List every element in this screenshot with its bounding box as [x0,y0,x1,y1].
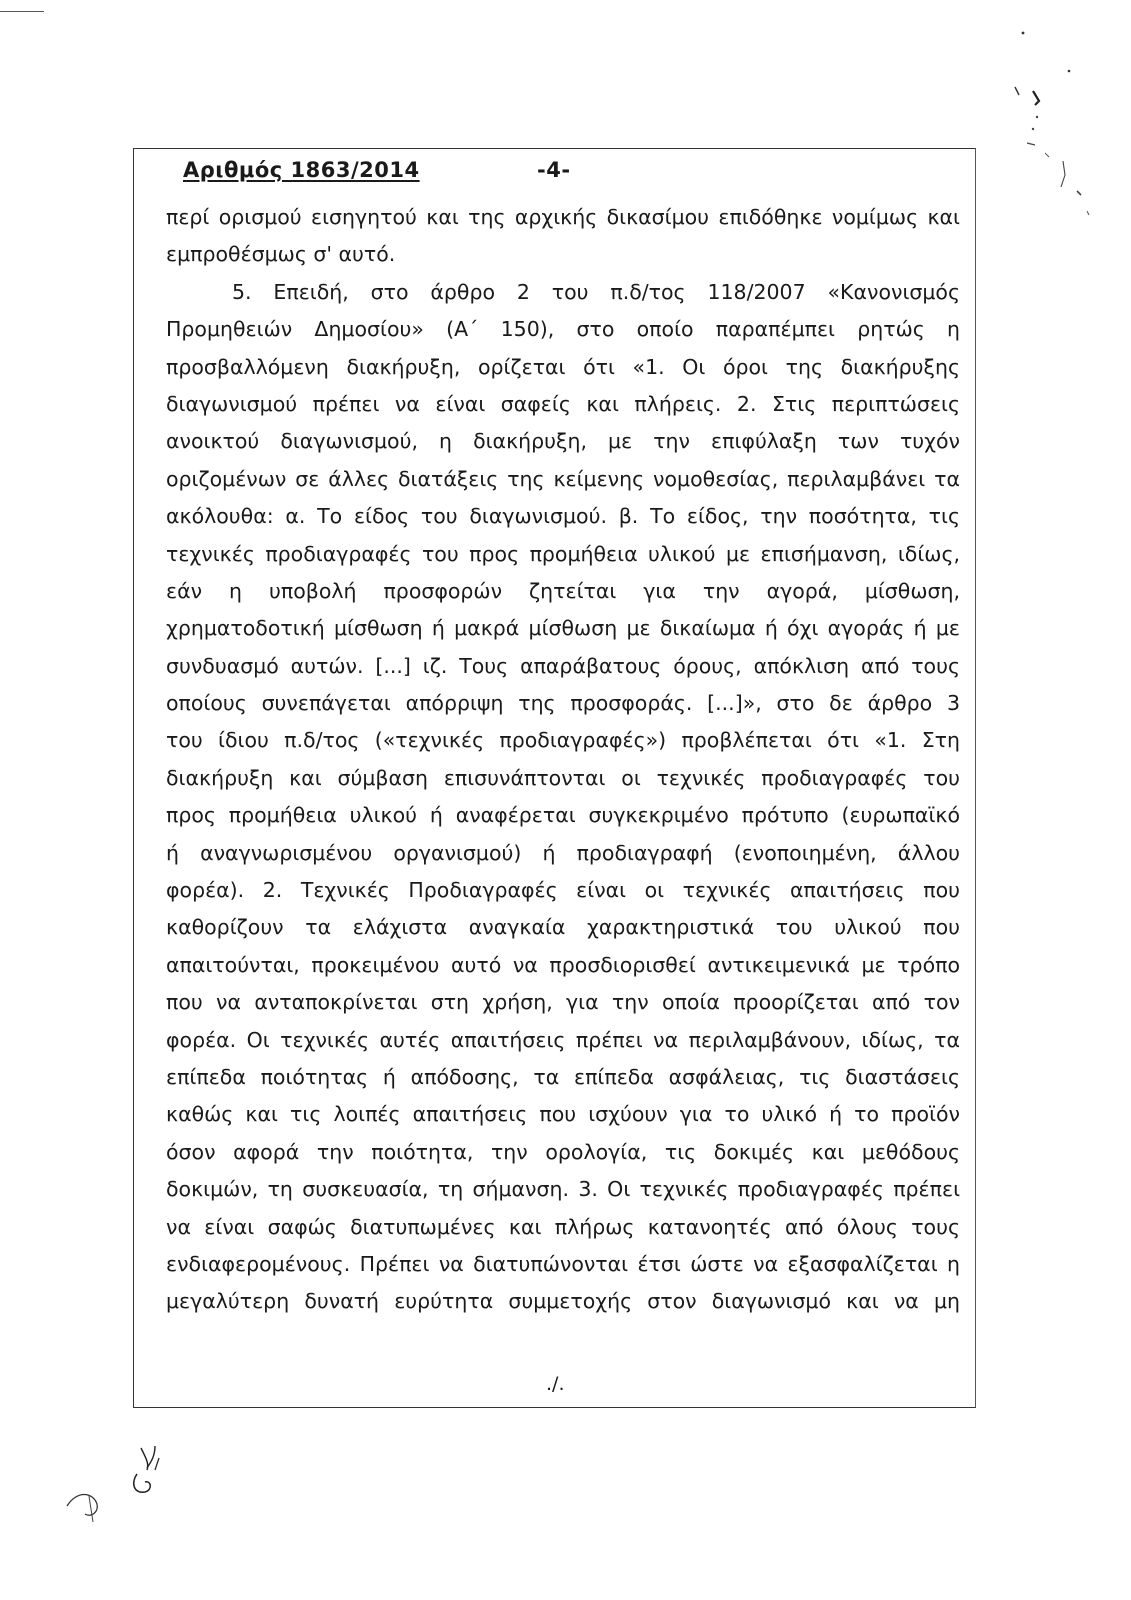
text-line: να είναι σαφώς διατυπωμένες και πλήρως κατανοητές από όλους τους [166,1214,960,1239]
corner-line [0,11,44,12]
continuation-mark: ./. [546,1373,565,1395]
body-text [166,199,960,1321]
text-line: απαιτούνται, προκειμένου αυτό να προσδιορισθεί αντικειμενικά με τρόπο [166,952,960,977]
case-number: Αριθμός 1863/2014 [183,158,420,182]
text-line: εμπροθέσμως σ' αυτό. [166,242,396,267]
text-line: όσον αφορά την ποιότητα, την ορολογία, τις δοκιμές και μεθόδους [166,1139,960,1164]
document-header [183,158,571,182]
text-line: καθορίζουν τα ελάχιστα αναγκαία χαρακτηριστικά του υλικού που [166,915,960,940]
text-line: ανοικτού διαγωνισμού, η διακήρυξη, με την επιφύλαξη των τυχόν [166,429,960,454]
page-number: -4- [537,158,571,182]
handwritten-initials [55,1430,195,1540]
text-line: προς προμήθεια υλικού ή αναφέρεται συγκεκριμένο πρότυπο (ευρωπαϊκό [166,803,960,828]
text-line: καθώς και τις λοιπές απαιτήσεις που ισχύουν για το υλικό ή το προϊόν [166,1102,960,1127]
text-line: 5. Επειδή, στο άρθρο 2 του π.δ/τος 118/2007 «Κανονισμός [232,279,960,304]
text-line: ενδιαφερομένους. Πρέπει να διατυπώνονται έτσι ώστε να εξασφαλίζεται η [166,1251,960,1276]
text-line: διακήρυξη και σύμβαση επισυνάπτονται οι τεχνικές προδιαγραφές του [166,765,960,790]
text-line: μεγαλύτερη δυνατή ευρύτητα συμμετοχής στον διαγωνισμό και να μη [166,1289,960,1314]
text-line: δοκιμών, τη συσκευασία, τη σήμανση. 3. Οι τεχνικές προδιαγραφές πρέπει [166,1177,960,1202]
text-line: συνδυασμό αυτών. [...] ιζ. Τους απαράβατους όρους, απόκλιση από τους [166,653,960,678]
text-line: διαγωνισμού πρέπει να είναι σαφείς και πλήρεις. 2. Στις περιπτώσεις [166,391,960,416]
text-line: φορέα). 2. Τεχνικές Προδιαγραφές είναι οι τεχνικές απαιτήσεις που [166,878,960,903]
text-line: του ίδιου π.δ/τος («τεχνικές προδιαγραφές») προβλέπεται ότι «1. Στη [166,728,960,753]
text-line: ακόλουθα: α. Το είδος του διαγωνισμού. β. Το είδος, την ποσότητα, τις [166,504,960,529]
text-line: επίπεδα ποιότητας ή απόδοσης, τα επίπεδα ασφάλειας, τις διαστάσεις [166,1064,960,1089]
text-line: χρηματοδοτική μίσθωση ή μακρά μίσθωση με δικαίωμα ή όχι αγοράς ή με [166,616,960,641]
scan-marks-top-right [1005,25,1095,235]
text-line: εάν η υποβολή προσφορών ζητείται για την αγορά, μίσθωση, [166,578,960,603]
text-line: προσβαλλόμενη διακήρυξη, ορίζεται ότι «1. Οι όροι της διακήρυξης [166,354,960,379]
text-line: τεχνικές προδιαγραφές του προς προμήθεια υλικού με επισήμανση, ιδίως, [166,541,960,566]
text-line: ή αναγνωρισμένου οργανισμού) ή προδιαγραφή (ενοποιημένη, άλλου [166,840,960,865]
text-line: φορέα. Οι τεχνικές αυτές απαιτήσεις πρέπει να περιλαμβάνουν, ιδίως, τα [166,1027,960,1052]
text-line: Προμηθειών Δημοσίου» (Α΄ 150), στο οποίο παραπέμπει ρητώς η [166,317,960,342]
text-line: περί ορισμού εισηγητού και της αρχικής δικασίμου επιδόθηκε νομίμως και [166,205,960,229]
text-line: που να ανταποκρίνεται στη χρήση, για την οποία προορίζεται από τον [166,990,960,1015]
text-line: οποίους συνεπάγεται απόρριψη της προσφοράς. [...]», στο δε άρθρο 3 [166,691,960,716]
text-line: οριζομένων σε άλλες διατάξεις της κείμενης νομοθεσίας, περιλαμβάνει τα [166,466,960,491]
